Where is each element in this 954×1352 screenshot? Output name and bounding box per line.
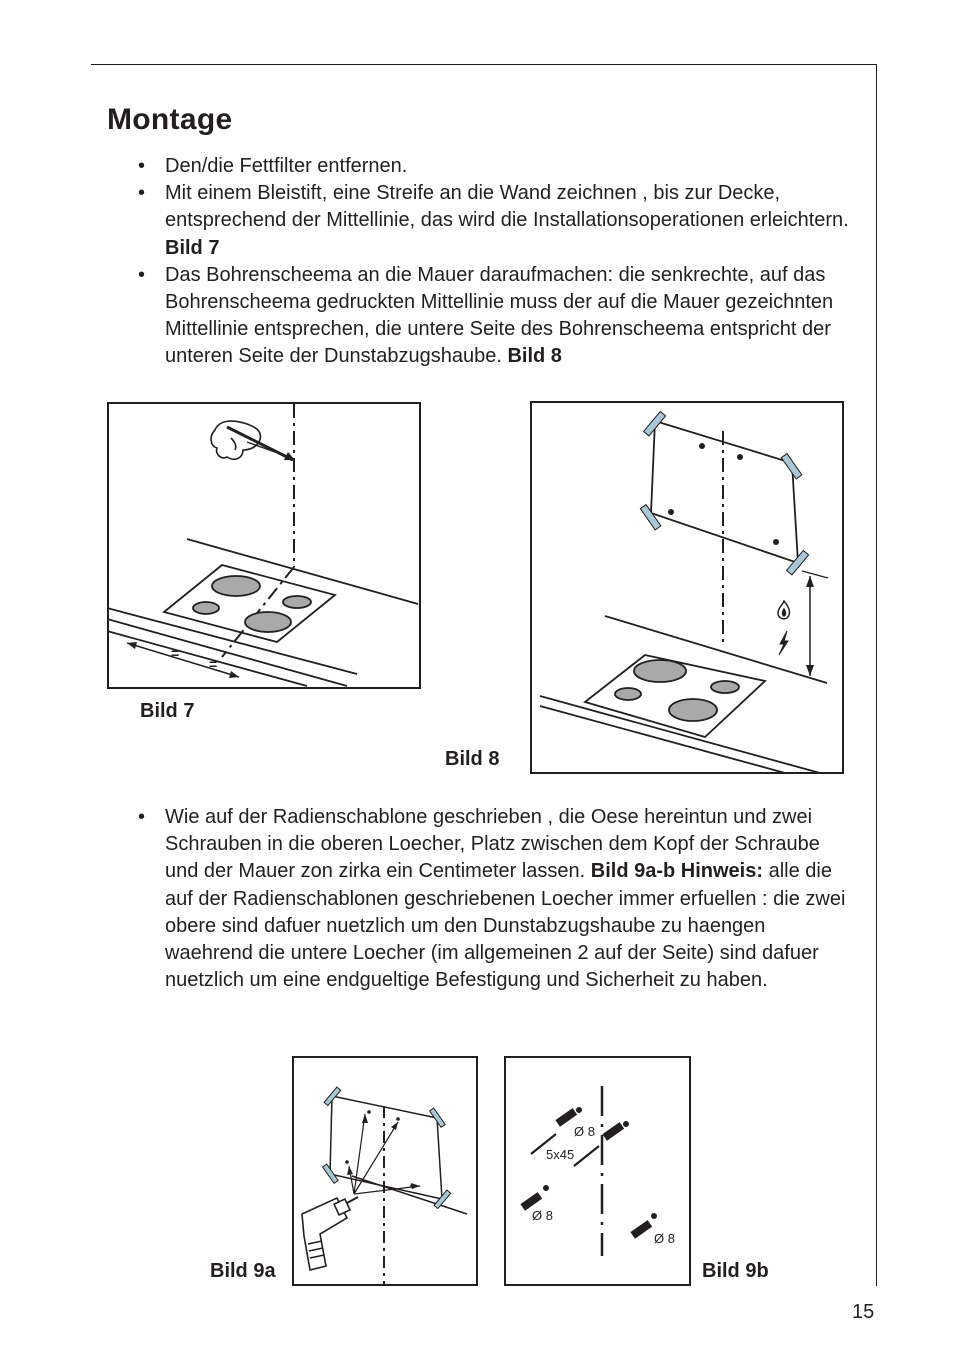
instruction-item	[138, 804, 858, 994]
equal-mark-right: =	[209, 656, 218, 672]
instruction-text: Wie auf der Radienschablone geschrieben , die Oese hereintun und zwei Schrauben in die oberen Loecher, Platz zwischen dem Kopf der Schraube und der Mauer zon zirka ein Centimeter lassen.	[165, 806, 820, 883]
caption-bild-7: Bild 7	[140, 700, 195, 722]
label-diameter-left: Ø 8	[532, 1208, 553, 1223]
caption-bild-9b: Bild 9b	[702, 1260, 769, 1282]
label-diameter-right: Ø 8	[654, 1231, 675, 1246]
label-screw-size: 5x45	[546, 1147, 575, 1162]
figure-reference: Bild 8	[507, 345, 562, 368]
instruction-item	[138, 153, 858, 180]
label-diameter-top: Ø 8	[574, 1124, 595, 1139]
instruction-item	[138, 262, 858, 371]
figure-bild-8	[530, 401, 844, 774]
right-rule	[876, 64, 877, 1286]
figure-bild-7	[107, 402, 421, 689]
page-title: Montage	[107, 103, 233, 136]
instruction-list-top	[138, 153, 858, 371]
figure-reference: Bild 7	[165, 236, 220, 259]
instruction-text: Das Bohrenscheema an die Mauer daraufmachen: die senkrechte, auf das Bohrenscheema gedruckten Mittellinie muss der auf die Mauer gezeichnten Mittellinie entsprechen, die untere Seite des Bohrenscheema entspricht der unteren Seite der Dunstabzugshaube.	[165, 263, 834, 368]
top-rule	[91, 64, 877, 65]
figure-bild-9a	[292, 1056, 478, 1286]
equal-mark-left: =	[171, 645, 180, 661]
instruction-item	[138, 180, 858, 262]
instruction-text: alle die auf der Radienschablonen geschriebenen Loecher immer erfuellen : die zwei obere sind dafuer nuetzlich um den Dunstabzugshaube zu haengen waehrend die untere Loecher (im allgemeinen 2 auf der Seite) sind dafuer nuetzlich um eine endgueltige Befestigung und Sicherheit zu haben.	[165, 860, 846, 992]
figure-bild-9b	[504, 1056, 691, 1286]
caption-bild-8: Bild 8	[445, 748, 500, 770]
instruction-list-bottom	[138, 804, 858, 994]
page-number: 15	[852, 1301, 875, 1323]
figure-reference: Hinweis:	[680, 860, 764, 883]
instruction-text: Mit einem Bleistift, eine Streife an die Wand zeichnen , bis zur Decke, entsprechend der Mittellinie, das wird die Installationsoperationen erleichtern.	[165, 182, 849, 232]
instruction-text: Den/die Fettfilter entfernen.	[165, 155, 408, 177]
figure-reference: Bild 9a-b	[590, 860, 676, 883]
caption-bild-9a: Bild 9a	[210, 1260, 276, 1282]
